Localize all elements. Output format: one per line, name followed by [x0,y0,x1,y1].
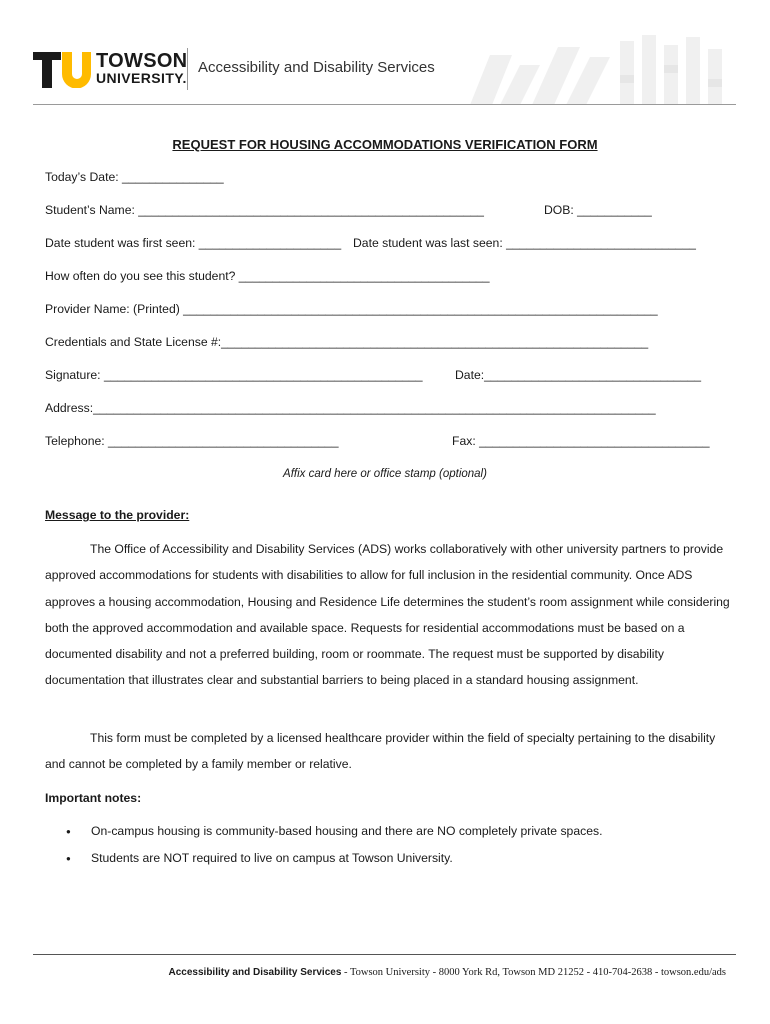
footer-contact-details: - Towson University - 8000 York Rd, Towson MD 21252 - 410-704-2638 - towson.edu/ads [341,967,726,978]
message-heading: Message to the provider: [45,508,190,522]
address-field[interactable]: Address:___________________________________________________________________________________ [45,401,656,415]
note-item: On-campus housing is community-based housing and there are NO completely private spaces. [91,824,603,838]
footer-divider [33,954,736,955]
logo-divider [187,48,188,90]
signature-field[interactable]: Signature: _______________________________________________ [45,368,423,382]
affix-stamp-note: Affix card here or office stamp (optional) [283,468,487,480]
visit-frequency-field[interactable]: How often do you see this student? _____________________________________ [45,269,490,283]
tu-logo-icon [33,52,91,88]
fax-field[interactable]: Fax: __________________________________ [452,434,710,448]
todays-date-field[interactable]: Today’s Date: _______________ [45,170,224,184]
decorative-stripe-pattern-icon [470,35,736,105]
signature-date-field[interactable]: Date:________________________________ [455,368,702,382]
bullet-icon: ● [66,827,71,836]
footer [169,967,726,978]
form-title: REQUEST FOR HOUSING ACCOMMODATIONS VERIFICATION FORM [172,137,598,152]
logo-wordmark-university: UNIVERSITY. [96,70,187,86]
first-seen-date-field[interactable]: Date student was first seen: _____________________ [45,236,342,250]
telephone-field[interactable]: Telephone: __________________________________ [45,434,339,448]
note-item: Students are NOT required to live on campus at Towson University. [91,851,453,865]
important-notes-heading: Important notes: [45,791,142,805]
footer-department: Accessibility and Disability Services [168,967,342,978]
message-paragraph-2-text: This form must be completed by a licensed healthcare provider within the field of specialty pertaining to the disability and cannot be completed by a family member or relative. [45,731,716,772]
logo-wordmark-towson: TOWSON [96,50,188,72]
message-paragraph-2 [45,725,735,778]
message-paragraph-1-text: The Office of Accessibility and Disability Services (ADS) works collaboratively with other university partners to provide approved accommodations for students with disabilities to allow for full inclusion in the residential community. Once ADS approves a housing accommodation, Housing and Residence Life determines the student’s room assignment while considering both the approved accommodation and available space. Requests for residential accommodations must be based on a documented disability and not a preferred building, room or roommate. The request must be supported by disability documentation that illustrates clear and substantial barriers to being placed in a standard housing assignment. [45,542,730,688]
department-name: Accessibility and Disability Services [198,59,435,76]
provider-name-field[interactable]: Provider Name: (Printed) ______________________________________________________________________ [45,302,658,316]
dob-field[interactable]: DOB: ___________ [544,203,652,217]
bullet-icon: ● [66,854,71,863]
credentials-license-field[interactable]: Credentials and State License #:_______________________________________________________________ [45,335,649,349]
last-seen-date-field[interactable]: Date student was last seen: ____________________________ [353,236,696,250]
message-paragraph-1 [45,536,735,694]
students-name-field[interactable]: Student’s Name: ___________________________________________________ [45,203,484,217]
header-divider [33,104,736,105]
